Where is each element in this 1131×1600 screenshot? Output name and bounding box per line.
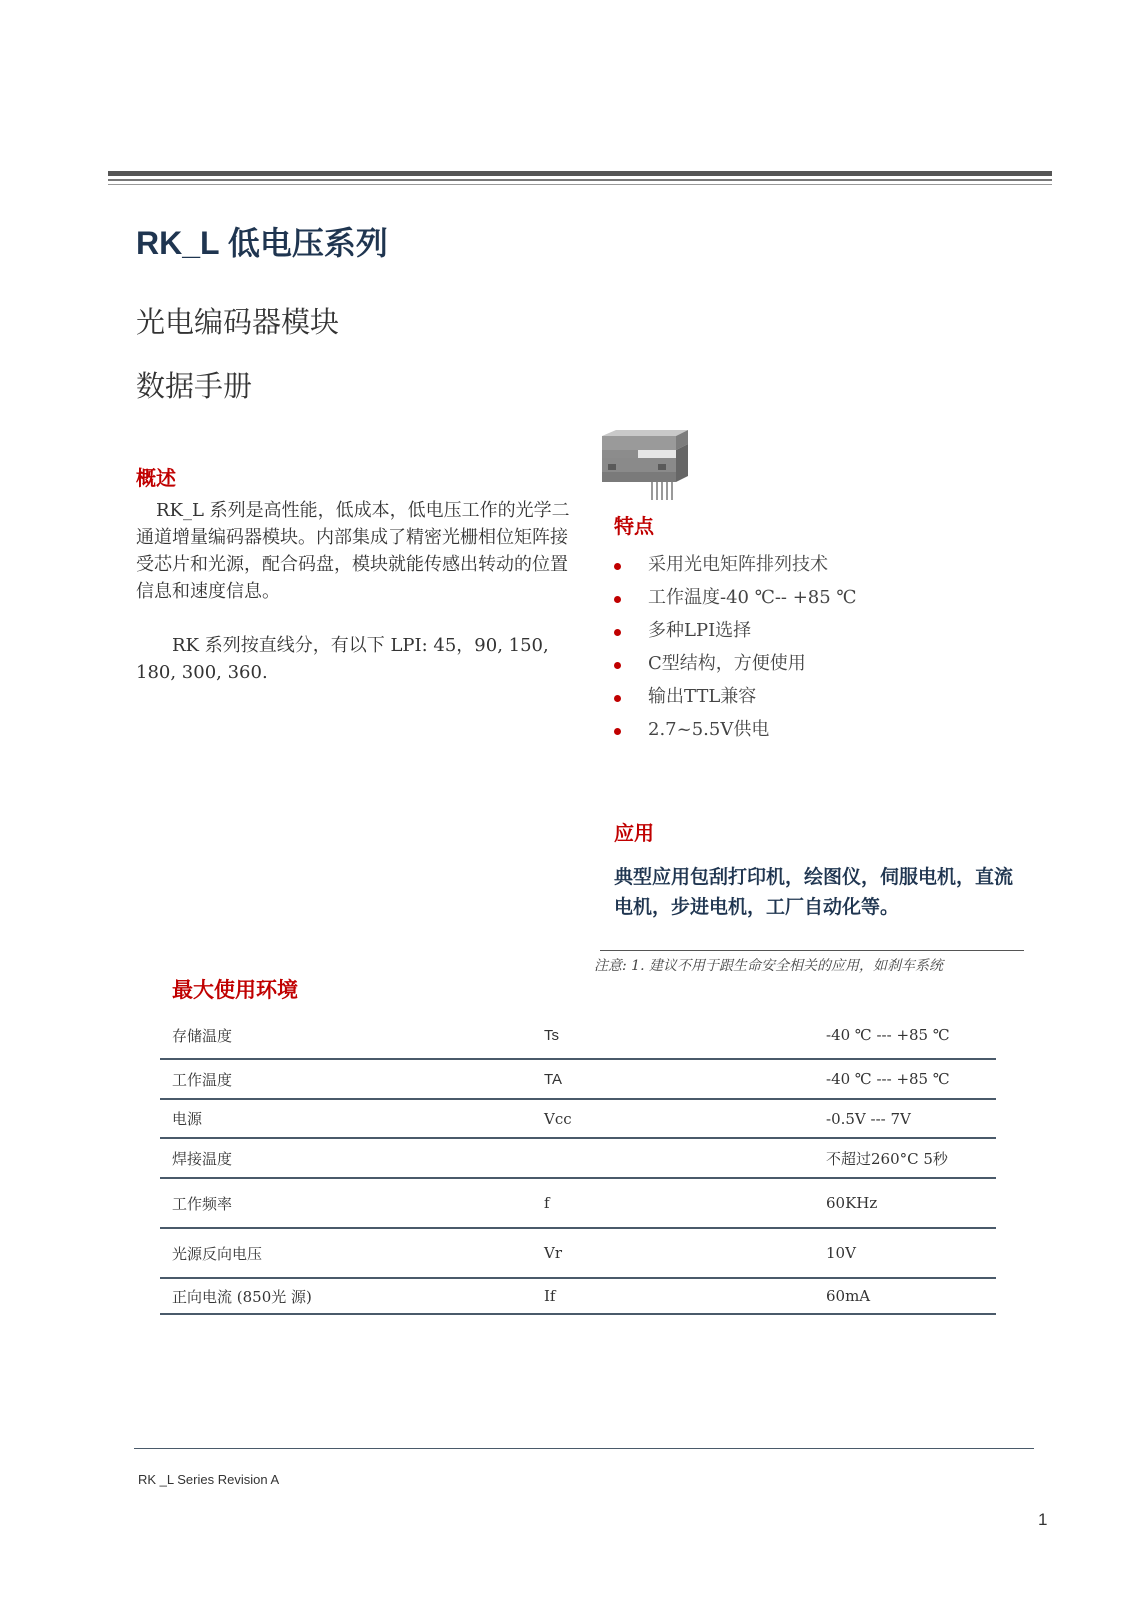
- symbol-cell: f: [544, 1178, 826, 1228]
- footer-revision: RK _L Series Revision A: [138, 1472, 280, 1487]
- value-cell: -40 ℃ --- +85 ℃: [826, 1059, 996, 1099]
- symbol-cell: TA: [544, 1059, 826, 1099]
- features-list: [614, 550, 857, 748]
- header-rule-mid: [108, 179, 1052, 181]
- param-cell: 工作频率: [160, 1178, 544, 1228]
- symbol-cell: [544, 1138, 826, 1178]
- bullet-icon: [614, 728, 621, 735]
- bullet-icon: [614, 596, 621, 603]
- footer-divider: [134, 1448, 1034, 1449]
- param-cell: 光源反向电压: [160, 1228, 544, 1278]
- table-row: [160, 1059, 996, 1099]
- value-cell: 10V: [826, 1228, 996, 1278]
- list-item: 2.7~5.5V供电: [614, 715, 857, 748]
- symbol-cell: If: [544, 1278, 826, 1314]
- value-cell: -40 ℃ --- +85 ℃: [826, 1012, 996, 1059]
- symbol-cell: Vr: [544, 1228, 826, 1278]
- overview-paragraph-1: RK_L 系列是高性能，低成本，低电压工作的光学二通道增量编码器模块。内部集成了精密光栅相位矩阵接受芯片和光源，配合码盘，模块就能传感出转动的位置信息和速度信息。: [136, 500, 570, 602]
- value-cell: 60mA: [826, 1278, 996, 1314]
- list-item: 采用光电矩阵排列技术: [614, 550, 857, 583]
- bullet-icon: [614, 662, 621, 669]
- bullet-icon: [614, 563, 621, 570]
- overview-body: [136, 497, 576, 686]
- max-env-heading: 最大使用环境: [172, 978, 298, 1002]
- table-row: [160, 1228, 996, 1278]
- bullet-icon: [614, 629, 621, 636]
- safety-note: 注意: 1. 建议不用于跟生命安全相关的应用，如刹车系统: [594, 958, 943, 974]
- document-type: 数据手册: [136, 369, 253, 403]
- overview-paragraph-2: RK 系列按直线分，有以下 LPI: 45，90, 150, 180, 300, 360.: [136, 635, 549, 683]
- overview-heading: 概述: [136, 466, 176, 490]
- param-cell: 存储温度: [160, 1012, 544, 1059]
- encoder-module-image: [598, 428, 690, 508]
- header-rule-thick: [108, 171, 1052, 176]
- note-divider: [600, 950, 1024, 951]
- page-number: 1: [1038, 1510, 1048, 1529]
- table-row: [160, 1278, 996, 1314]
- list-item: 输出TTL兼容: [614, 682, 857, 715]
- header-rule-thin: [108, 184, 1052, 185]
- document-subtitle: 光电编码器模块: [136, 305, 340, 339]
- list-item: 工作温度-40 ℃-- +85 ℃: [614, 583, 857, 616]
- applications-text: 典型应用包刮打印机，绘图仪，伺服电机，直流电机，步进电机，工厂自动化等。: [614, 866, 1014, 918]
- table-row: [160, 1178, 996, 1228]
- applications-heading: 应用: [614, 821, 654, 845]
- list-item: 多种LPI选择: [614, 616, 857, 649]
- table-row: [160, 1138, 996, 1178]
- value-cell: 60KHz: [826, 1178, 996, 1228]
- value-cell: -0.5V --- 7V: [826, 1099, 996, 1138]
- param-cell: 焊接温度: [160, 1138, 544, 1178]
- bullet-icon: [614, 695, 621, 702]
- param-cell: 工作温度: [160, 1059, 544, 1099]
- table-row: [160, 1099, 996, 1138]
- list-item: C型结构，方便使用: [614, 649, 857, 682]
- value-cell: 不超过260°C 5秒: [826, 1138, 996, 1178]
- document-title: RK_L 低电压系列: [136, 225, 388, 261]
- symbol-cell: Ts: [544, 1012, 826, 1059]
- max-env-table: [160, 1012, 996, 1315]
- param-cell: 正向电流 (850光 源): [160, 1278, 544, 1314]
- param-cell: 电源: [160, 1099, 544, 1138]
- features-heading: 特点: [614, 514, 654, 538]
- table-row: [160, 1012, 996, 1059]
- symbol-cell: Vcc: [544, 1099, 826, 1138]
